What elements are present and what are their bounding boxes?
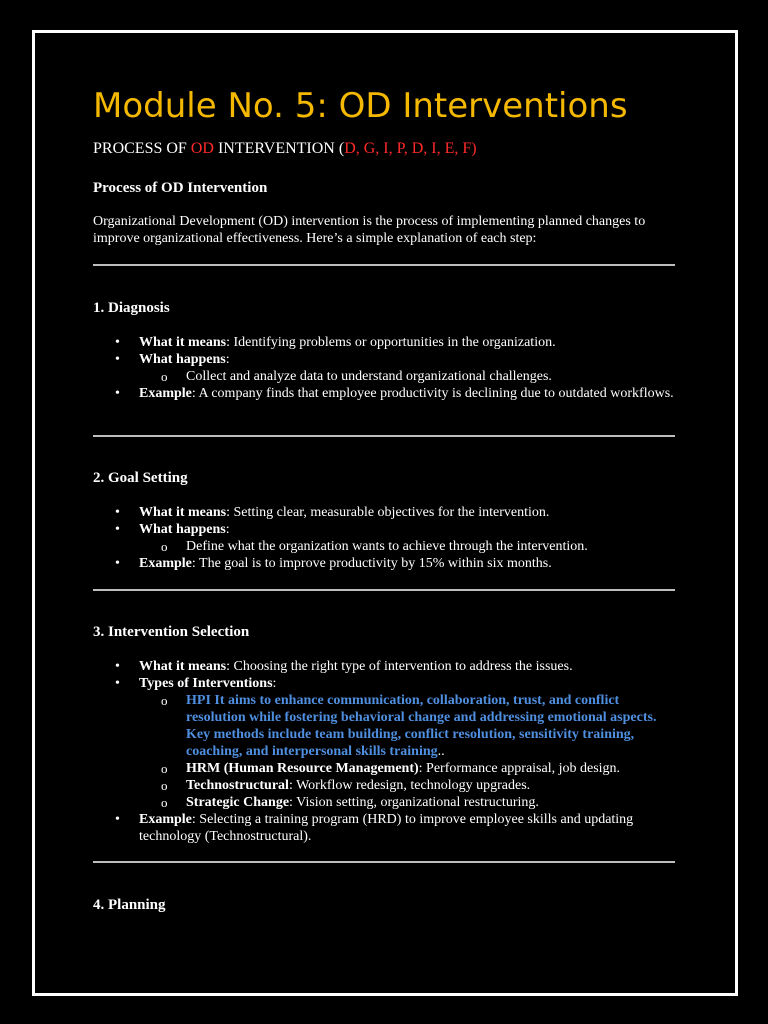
- item-label: Example: [139, 812, 192, 827]
- item-text: : The goal is to improve productivity by 15% within six months.: [191, 556, 552, 571]
- main-heading: Process of OD Intervention: [93, 180, 268, 196]
- item-text: : Setting clear, measurable objectives for the intervention.: [226, 505, 550, 520]
- intervention-selection-list: [93, 658, 675, 845]
- hpi-text: HPI It aims to enhance communication, collaboration, trust, and conflict resolution while fostering behavioral change and addressing emotional aspects. Key methods include team building, conflict resolution, sensitivity training, coaching, and interpersonal skills training: [186, 693, 657, 759]
- item-label: Example: [139, 556, 192, 571]
- list-item: [93, 811, 675, 845]
- item-label: Strategic Change: [186, 795, 290, 810]
- subtitle-part-3: INTERVENTION (: [213, 140, 345, 157]
- sub-list: [139, 368, 675, 385]
- section-heading-goal-setting: 2. Goal Setting: [93, 470, 188, 486]
- diagnosis-list: [93, 334, 675, 402]
- item-text: : Workflow redesign, technology upgrades.: [288, 778, 531, 793]
- item-text: : Choosing the right type of intervention to address the issues.: [226, 659, 573, 674]
- sub-list-item: o Collect and analyze data to understand organizational challenges.: [139, 368, 675, 385]
- item-label: What it means: [139, 335, 227, 350]
- divider-2: [93, 435, 675, 437]
- divider-1: [93, 264, 675, 266]
- list-item: [93, 334, 675, 351]
- intro-paragraph: Organizational Development (OD) intervention is the process of implementing planned changes to improve organizational effectiveness. Here’s a simple explanation of each step:: [93, 214, 646, 246]
- sub-list-item-hrm: [139, 760, 675, 777]
- section-heading-planning: 4. Planning: [93, 897, 166, 913]
- subtitle-od: OD: [190, 140, 214, 157]
- list-item: [93, 504, 675, 521]
- item-label: Types of Interventions: [139, 676, 273, 691]
- sub-list: [139, 538, 675, 555]
- divider-4: [93, 861, 675, 863]
- page-title: Module No. 5: OD Interventions: [93, 86, 628, 126]
- sub-list-item: o Define what the organization wants to achieve through the intervention.: [139, 538, 675, 555]
- item-text: :: [272, 676, 277, 691]
- goal-setting-list: [93, 504, 675, 572]
- item-label: Example: [139, 386, 192, 401]
- item-text: : Performance appraisal, job design.: [418, 761, 621, 776]
- item-label: HRM (Human Resource Management): [186, 761, 419, 776]
- list-item: [93, 658, 675, 675]
- list-item: [93, 675, 675, 811]
- item-label: Technostructural: [186, 778, 289, 793]
- subtitle-steps: D, G, I, P, D, I, E, F): [344, 140, 477, 157]
- item-label: What happens: [139, 352, 226, 367]
- list-item: [93, 351, 675, 385]
- item-text: :: [225, 352, 230, 367]
- section-heading-intervention-selection: 3. Intervention Selection: [93, 624, 250, 640]
- sub-list-item-technostructural: [139, 777, 675, 794]
- hpi-suffix: ..: [437, 744, 445, 759]
- sub-list: [139, 692, 675, 811]
- sub-list-item-strategic: [139, 794, 675, 811]
- list-item: [93, 555, 675, 572]
- subtitle-part-1: PROCESS OF: [93, 140, 191, 157]
- item-text: : Vision setting, organizational restructuring.: [289, 795, 539, 810]
- list-item: [93, 521, 675, 555]
- sub-list-item-hpi: [139, 692, 675, 760]
- divider-3: [93, 589, 675, 591]
- process-subtitle: [93, 139, 477, 159]
- item-label: What it means: [139, 659, 227, 674]
- item-label: What it means: [139, 505, 227, 520]
- item-text: : A company finds that employee productivity is declining due to outdated workflows.: [191, 386, 674, 401]
- section-heading-diagnosis: 1. Diagnosis: [93, 300, 170, 316]
- list-item: [93, 385, 675, 402]
- item-text: : Identifying problems or opportunities in the organization.: [226, 335, 556, 350]
- item-label: What happens: [139, 522, 226, 537]
- item-text: : Selecting a training program (HRD) to improve employee skills and updating technology (Technostructural).: [139, 812, 634, 844]
- item-text: :: [225, 522, 230, 537]
